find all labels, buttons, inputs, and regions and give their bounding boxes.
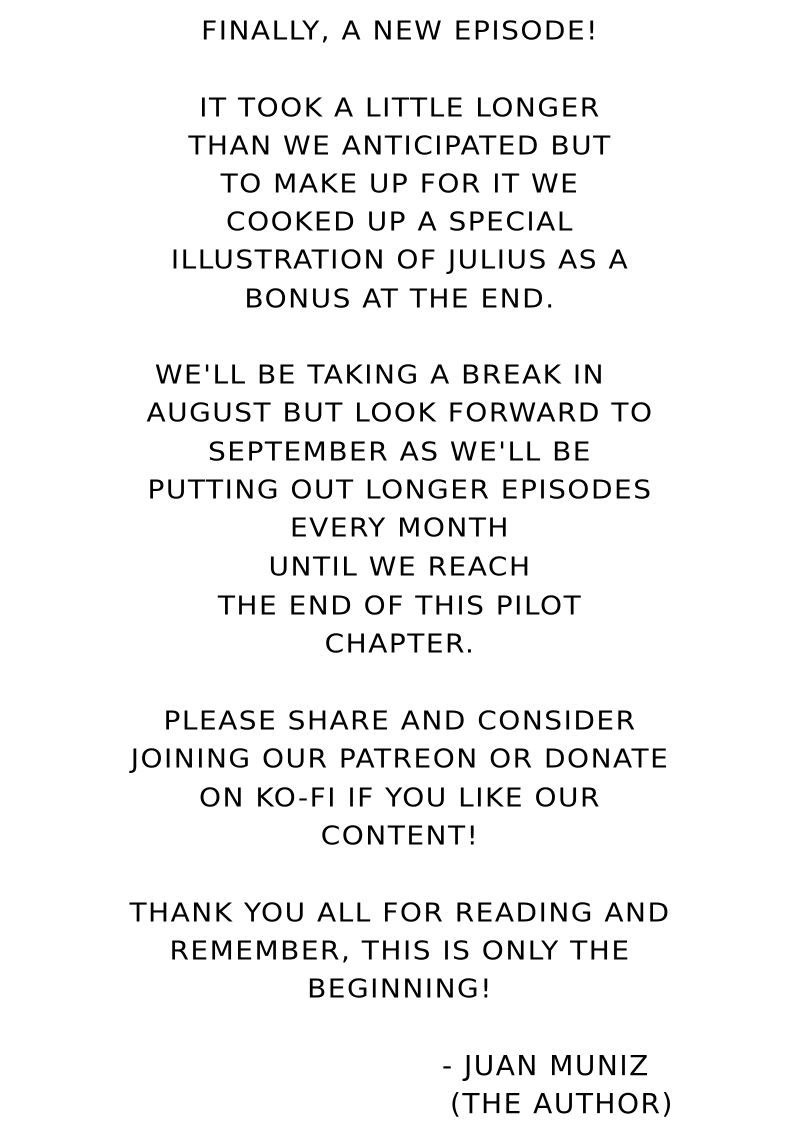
note-line: PLEASE SHARE AND CONSIDER [163, 705, 637, 736]
note-line: WE'LL BE TAKING A BREAK IN [154, 359, 606, 390]
note-line: ON KO-FI IF YOU LIKE OUR [199, 782, 601, 813]
note-line: IT TOOK A LITTLE LONGER [199, 92, 601, 123]
note-line: EVERY MONTH [289, 512, 510, 543]
note-line: THANK YOU ALL FOR READING AND [129, 897, 671, 928]
note-line: REMEMBER, THIS IS ONLY THE [169, 935, 631, 966]
signature-role: (THE AUTHOR) [450, 1087, 674, 1120]
note-line: CONTENT! [320, 820, 480, 851]
note-line: AUGUST BUT LOOK FORWARD TO [146, 397, 654, 428]
signature-name: - JUAN MUNIZ [442, 1049, 650, 1082]
note-line: COOKED UP A SPECIAL [226, 206, 574, 237]
note-line: BEGINNING! [307, 973, 493, 1004]
note-line: JOINING OUR PATREON OR DONATE [130, 743, 670, 774]
note-line: UNTIL WE REACH [268, 551, 532, 582]
note-line: BONUS AT THE END. [244, 283, 556, 314]
note-line: SEPTEMBER AS WE'LL BE [208, 436, 592, 467]
note-line: TO MAKE UP FOR IT WE [220, 168, 580, 199]
note-line: THAN WE ANTICIPATED BUT [188, 130, 612, 161]
note-line: CHAPTER. [324, 628, 476, 659]
note-line: THE END OF THIS PILOT [217, 590, 583, 621]
note-line: PUTTING OUT LONGER EPISODES [147, 474, 653, 505]
heading-line: FINALLY, A NEW EPISODE! [201, 15, 599, 46]
note-line: ILLUSTRATION OF JULIUS AS A [170, 244, 630, 275]
